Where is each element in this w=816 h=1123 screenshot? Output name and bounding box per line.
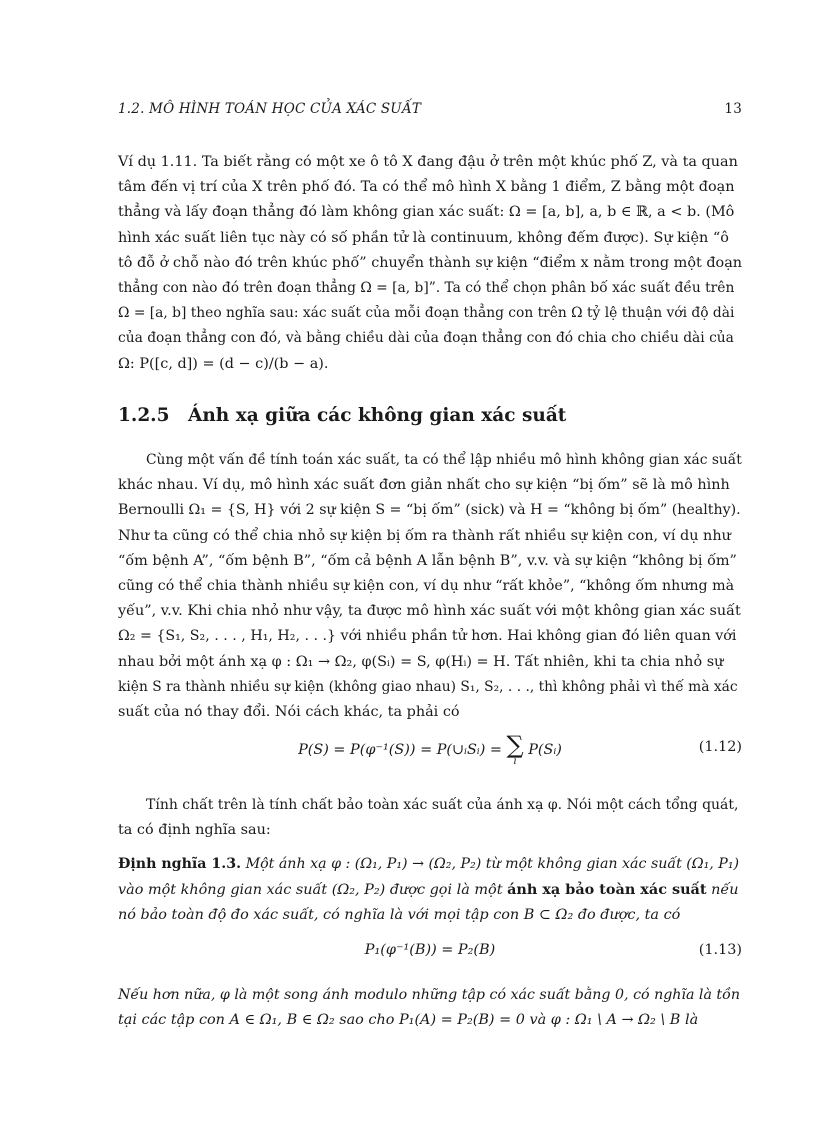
- text-line: Ví dụ 1.11. Ta biết rằng có một xe ô tô X đang đậu ở trên một khúc phố Z, và ta quan: [118, 154, 738, 170]
- sum-symbol: ∑: [506, 731, 524, 759]
- text-line: thẳng và lấy đoạn thẳng đó làm không gian xác suất: Ω = [a, b], a, b ∈ ℝ, a < b. (Mô: [118, 204, 735, 221]
- text-line: suất của nó thay đổi. Nói cách khác, ta phải có: [118, 704, 460, 721]
- definition-block: [118, 852, 742, 929]
- body-paragraph: [118, 448, 742, 725]
- summation: [507, 733, 524, 767]
- text-line: Nếu hơn nữa, φ là một song ánh modulo những tập có xác suất bằng 0, có nghĩa là tồn: [118, 987, 740, 1003]
- header-section-title: 1.2. MÔ HÌNH TOÁN HỌC CỦA XÁC SUẤT: [118, 101, 422, 117]
- equation-1-12: [118, 733, 742, 773]
- definition-text: vào một không gian xác suất (Ω₂, P₂) được gọi là một: [118, 882, 508, 899]
- section-number: 1.2.5: [118, 405, 170, 426]
- definition-label: Định nghĩa 1.3.: [118, 856, 242, 872]
- text-line: Như ta cũng có thể chia nhỏ sự kiện bị ốm ra thành rất nhiều sự kiện con, ví dụ như: [118, 527, 731, 544]
- text-line: Tính chất trên là tính chất bảo toàn xác suất của ánh xạ φ. Nói một cách tổng quát,: [146, 797, 739, 813]
- text-line: “ốm bệnh A”, “ốm bệnh B”, “ốm cả bệnh A lẫn bệnh B”, v.v. và sự kiện “không bị ốm”: [118, 552, 737, 569]
- definition-continuation: [118, 983, 742, 1033]
- text-line: khác nhau. Ví dụ, mô hình xác suất đơn giản nhất cho sự kiện “bị ốm” sẽ là mô hình: [118, 477, 730, 494]
- text-line: Ω: P([c, d]) = (d − c)/(b − a).: [118, 355, 329, 372]
- text-line: [118, 877, 742, 903]
- equation-number: (1.12): [698, 739, 742, 755]
- text-line: Ω = [a, b] theo nghĩa sau: xác suất của mỗi đoạn thẳng con trên Ω tỷ lệ thuận với độ dài: [118, 305, 735, 322]
- text-line: kiện S ra thành nhiều sự kiện (không giao nhau) S₁, S₂, . . ., thì không phải vì thế mà xác: [118, 678, 738, 695]
- running-header: [118, 101, 742, 121]
- text-line: tại các tập con A ∈ Ω₁, B ∈ Ω₂ sao cho P₁(A) = P₂(B) = 0 và φ : Ω₁ \ A → Ω₂ \ B là: [118, 1012, 699, 1029]
- section-heading: [118, 405, 566, 426]
- text-line: ta có định nghĩa sau:: [118, 822, 271, 839]
- text-line: yếu”, v.v. Khi chia nhỏ như vậy, ta được mô hình xác suất với một không gian xác suất: [118, 603, 741, 620]
- definition-text: nếu: [706, 882, 739, 899]
- text-line: nó bảo toàn độ đo xác suất, có nghĩa là với mọi tập con B ⊂ Ω₂ đo được, ta có: [118, 907, 681, 924]
- equation-body: P₁(φ⁻¹(B)) = P₂(B): [364, 942, 496, 958]
- body-paragraph: [118, 793, 742, 843]
- text-line: tâm đến vị trí của X trên phố đó. Ta có thể mô hình X bằng 1 điểm, Z bằng một đoạn: [118, 179, 735, 196]
- text-line: Bernoulli Ω₁ = {S, H} với 2 sự kiện S = “bị ốm” (sick) và H = “không bị ốm” (healthy).: [118, 502, 741, 519]
- equation-lhs: P(S) = P(φ⁻¹(S)) = P(∪ᵢSᵢ) =: [298, 742, 507, 758]
- equation-1-13: [118, 942, 742, 982]
- equation-number: (1.13): [698, 942, 742, 958]
- sum-index: i: [513, 756, 517, 767]
- text-line: Ω₂ = {S₁, S₂, . . . , H₁, H₂, . . .} với nhiều phần tử hơn. Hai không gian đó liên quan với: [118, 628, 737, 645]
- text-line: Cùng một vấn đề tính toán xác suất, ta có thể lập nhiều mô hình không gian xác suất: [146, 452, 742, 468]
- text-line: của đoạn thẳng con đó, và bằng chiều dài của đoạn thẳng con đó chia cho chiều dài của: [118, 330, 734, 347]
- equation-body: [118, 733, 742, 767]
- page-number: 13: [724, 101, 742, 117]
- equation-rhs: P(Sᵢ): [523, 742, 562, 758]
- example-paragraph: [118, 150, 742, 377]
- text-line: nhau bởi một ánh xạ φ : Ω₁ → Ω₂, φ(Sᵢ) = S, φ(Hᵢ) = H. Tất nhiên, khi ta chia nhỏ sự: [118, 653, 724, 670]
- text-line: [118, 852, 742, 877]
- text-line: cũng có thể chia thành nhiều sự kiện con, ví dụ như “rất khỏe”, “không ốm nhưng mà: [118, 578, 735, 595]
- definition-term: ánh xạ bảo toàn xác suất: [507, 881, 707, 899]
- definition-text: Một ánh xạ φ : (Ω₁, P₁) → (Ω₂, P₂) từ một không gian xác suất (Ω₁, P₁): [241, 856, 740, 872]
- text-line: hình xác suất liên tục này có số phần tử là continuum, không đếm được). Sự kiện “ô: [118, 229, 729, 246]
- text-line: tô đỗ ở chỗ nào đó trên khúc phố” chuyển thành sự kiện “điểm x nằm trong một đoạn: [118, 254, 743, 271]
- text-line: thẳng con nào đó trên đoạn thẳng Ω = [a, b]”. Ta có thể chọn phân bố xác suất đều trên: [118, 280, 735, 297]
- section-title: Ánh xạ giữa các không gian xác suất: [188, 405, 567, 426]
